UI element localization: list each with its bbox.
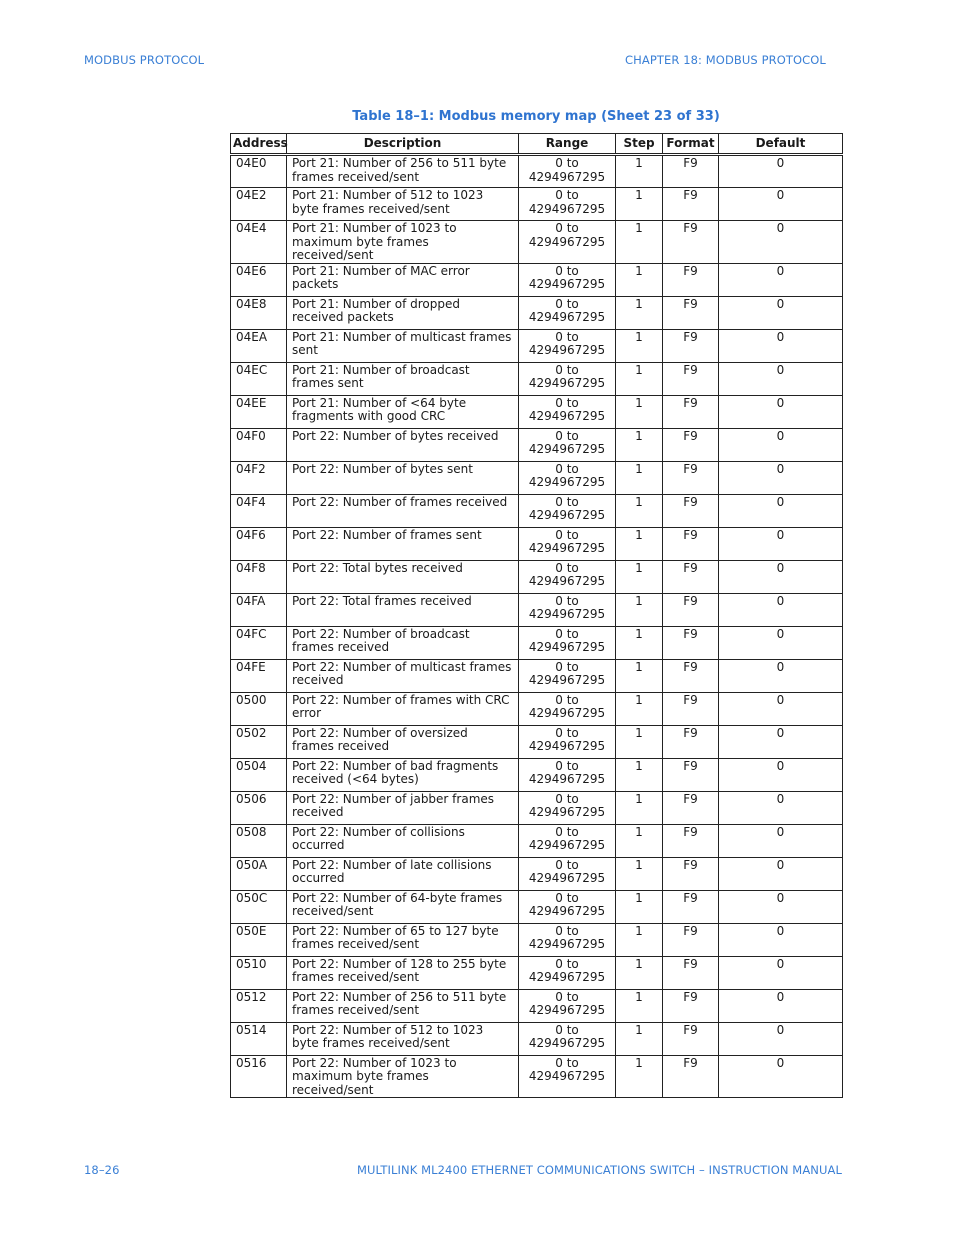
range-cell: 0 to 4294967295 (519, 461, 616, 494)
address-cell: 04EA (231, 329, 287, 362)
format-cell: F9 (663, 659, 719, 692)
range-cell: 0 to 4294967295 (519, 956, 616, 989)
table-row (231, 395, 843, 428)
format-cell: F9 (663, 461, 719, 494)
address-cell: 0508 (231, 824, 287, 857)
range-cell: 0 to 4294967295 (519, 791, 616, 824)
default-cell: 0 (719, 923, 843, 956)
step-cell: 1 (616, 692, 663, 725)
default-cell: 0 (719, 188, 843, 221)
address-cell: 0512 (231, 989, 287, 1022)
range-cell: 0 to 4294967295 (519, 857, 616, 890)
range-cell: 0 to 4294967295 (519, 593, 616, 626)
address-cell: 0516 (231, 1055, 287, 1098)
range-cell: 0 to 4294967295 (519, 560, 616, 593)
table-row (231, 824, 843, 857)
default-cell: 0 (719, 758, 843, 791)
description-cell: Port 21: Number of <64 byte fragments with good CRC (287, 395, 519, 428)
default-cell: 0 (719, 989, 843, 1022)
range-cell: 0 to 4294967295 (519, 1022, 616, 1055)
description-cell: Port 22: Number of 512 to 1023 byte frames received/sent (287, 1022, 519, 1055)
address-cell: 04FA (231, 593, 287, 626)
format-cell: F9 (663, 221, 719, 264)
description-cell: Port 22: Number of collisions occurred (287, 824, 519, 857)
table-row (231, 923, 843, 956)
default-cell: 0 (719, 890, 843, 923)
column-header-range: Range (519, 134, 616, 155)
table-row (231, 560, 843, 593)
format-cell: F9 (663, 155, 719, 188)
step-cell: 1 (616, 155, 663, 188)
description-cell: Port 22: Number of jabber frames received (287, 791, 519, 824)
format-cell: F9 (663, 263, 719, 296)
address-cell: 0500 (231, 692, 287, 725)
description-cell: Port 22: Number of 1023 to maximum byte frames received/sent (287, 1055, 519, 1098)
step-cell: 1 (616, 956, 663, 989)
table-row (231, 956, 843, 989)
description-cell: Port 22: Number of 65 to 127 byte frames received/sent (287, 923, 519, 956)
address-cell: 04EE (231, 395, 287, 428)
default-cell: 0 (719, 263, 843, 296)
format-cell: F9 (663, 296, 719, 329)
description-cell: Port 21: Number of broadcast frames sent (287, 362, 519, 395)
column-header-description: Description (287, 134, 519, 155)
table-row (231, 659, 843, 692)
table-row (231, 362, 843, 395)
description-cell: Port 22: Number of 128 to 255 byte frames received/sent (287, 956, 519, 989)
step-cell: 1 (616, 1022, 663, 1055)
table-row (231, 593, 843, 626)
step-cell: 1 (616, 1055, 663, 1098)
address-cell: 0510 (231, 956, 287, 989)
range-cell: 0 to 4294967295 (519, 923, 616, 956)
format-cell: F9 (663, 791, 719, 824)
step-cell: 1 (616, 659, 663, 692)
default-cell: 0 (719, 461, 843, 494)
address-cell: 0502 (231, 725, 287, 758)
address-cell: 04F4 (231, 494, 287, 527)
default-cell: 0 (719, 155, 843, 188)
default-cell: 0 (719, 593, 843, 626)
default-cell: 0 (719, 527, 843, 560)
range-cell: 0 to 4294967295 (519, 188, 616, 221)
default-cell: 0 (719, 725, 843, 758)
description-cell: Port 22: Number of bytes sent (287, 461, 519, 494)
step-cell: 1 (616, 362, 663, 395)
format-cell: F9 (663, 188, 719, 221)
format-cell: F9 (663, 1022, 719, 1055)
default-cell: 0 (719, 395, 843, 428)
description-cell: Port 22: Number of 256 to 511 byte frames received/sent (287, 989, 519, 1022)
column-header-step: Step (616, 134, 663, 155)
modbus-memory-map-table (230, 133, 843, 1098)
step-cell: 1 (616, 560, 663, 593)
table-row (231, 329, 843, 362)
table-body (231, 155, 843, 1098)
address-cell: 0504 (231, 758, 287, 791)
address-cell: 04FE (231, 659, 287, 692)
step-cell: 1 (616, 461, 663, 494)
step-cell: 1 (616, 989, 663, 1022)
default-cell: 0 (719, 329, 843, 362)
range-cell: 0 to 4294967295 (519, 329, 616, 362)
range-cell: 0 to 4294967295 (519, 296, 616, 329)
running-header-right: CHAPTER 18: MODBUS PROTOCOL (625, 53, 826, 67)
format-cell: F9 (663, 626, 719, 659)
address-cell: 04E4 (231, 221, 287, 264)
address-cell: 04F0 (231, 428, 287, 461)
table-row (231, 461, 843, 494)
step-cell: 1 (616, 824, 663, 857)
range-cell: 0 to 4294967295 (519, 428, 616, 461)
description-cell: Port 22: Number of multicast frames received (287, 659, 519, 692)
default-cell: 0 (719, 221, 843, 264)
address-cell: 050E (231, 923, 287, 956)
step-cell: 1 (616, 923, 663, 956)
description-cell: Port 22: Total bytes received (287, 560, 519, 593)
step-cell: 1 (616, 593, 663, 626)
description-cell: Port 21: Number of MAC error packets (287, 263, 519, 296)
default-cell: 0 (719, 857, 843, 890)
table-row (231, 1022, 843, 1055)
address-cell: 04E2 (231, 188, 287, 221)
description-cell: Port 21: Number of multicast frames sent (287, 329, 519, 362)
table-row (231, 527, 843, 560)
address-cell: 050C (231, 890, 287, 923)
description-cell: Port 22: Number of 64-byte frames received/sent (287, 890, 519, 923)
description-cell: Port 22: Number of frames sent (287, 527, 519, 560)
table-row (231, 1055, 843, 1098)
default-cell: 0 (719, 1022, 843, 1055)
range-cell: 0 to 4294967295 (519, 263, 616, 296)
default-cell: 0 (719, 1055, 843, 1098)
address-cell: 04F6 (231, 527, 287, 560)
format-cell: F9 (663, 956, 719, 989)
page-number: 18–26 (84, 1163, 120, 1177)
default-cell: 0 (719, 494, 843, 527)
format-cell: F9 (663, 890, 719, 923)
format-cell: F9 (663, 527, 719, 560)
format-cell: F9 (663, 989, 719, 1022)
default-cell: 0 (719, 560, 843, 593)
step-cell: 1 (616, 725, 663, 758)
running-header-left: MODBUS PROTOCOL (84, 53, 205, 67)
step-cell: 1 (616, 890, 663, 923)
table-caption: Table 18–1: Modbus memory map (Sheet 23 of 33) (352, 109, 720, 124)
running-footer-title: MULTILINK ML2400 ETHERNET COMMUNICATIONS SWITCH – INSTRUCTION MANUAL (356, 1163, 842, 1177)
table-row (231, 155, 843, 188)
table-row (231, 188, 843, 221)
address-cell: 04E8 (231, 296, 287, 329)
column-header-format: Format (663, 134, 719, 155)
table-row (231, 692, 843, 725)
step-cell: 1 (616, 296, 663, 329)
range-cell: 0 to 4294967295 (519, 692, 616, 725)
format-cell: F9 (663, 758, 719, 791)
step-cell: 1 (616, 494, 663, 527)
range-cell: 0 to 4294967295 (519, 362, 616, 395)
format-cell: F9 (663, 923, 719, 956)
table-row (231, 221, 843, 264)
range-cell: 0 to 4294967295 (519, 758, 616, 791)
format-cell: F9 (663, 362, 719, 395)
address-cell: 050A (231, 857, 287, 890)
format-cell: F9 (663, 395, 719, 428)
range-cell: 0 to 4294967295 (519, 725, 616, 758)
step-cell: 1 (616, 395, 663, 428)
default-cell: 0 (719, 659, 843, 692)
step-cell: 1 (616, 428, 663, 461)
range-cell: 0 to 4294967295 (519, 527, 616, 560)
range-cell: 0 to 4294967295 (519, 659, 616, 692)
range-cell: 0 to 4294967295 (519, 824, 616, 857)
step-cell: 1 (616, 188, 663, 221)
address-cell: 04F8 (231, 560, 287, 593)
description-cell: Port 21: Number of dropped received packets (287, 296, 519, 329)
range-cell: 0 to 4294967295 (519, 989, 616, 1022)
format-cell: F9 (663, 692, 719, 725)
range-cell: 0 to 4294967295 (519, 1055, 616, 1098)
range-cell: 0 to 4294967295 (519, 155, 616, 188)
address-cell: 0514 (231, 1022, 287, 1055)
column-header-default: Default (719, 134, 843, 155)
format-cell: F9 (663, 857, 719, 890)
range-cell: 0 to 4294967295 (519, 395, 616, 428)
range-cell: 0 to 4294967295 (519, 221, 616, 264)
address-cell: 04FC (231, 626, 287, 659)
description-cell: Port 22: Number of late collisions occurred (287, 857, 519, 890)
default-cell: 0 (719, 824, 843, 857)
format-cell: F9 (663, 593, 719, 626)
description-cell: Port 21: Number of 256 to 511 byte frames received/sent (287, 155, 519, 188)
table-row (231, 758, 843, 791)
step-cell: 1 (616, 758, 663, 791)
step-cell: 1 (616, 791, 663, 824)
range-cell: 0 to 4294967295 (519, 890, 616, 923)
format-cell: F9 (663, 560, 719, 593)
default-cell: 0 (719, 626, 843, 659)
default-cell: 0 (719, 956, 843, 989)
format-cell: F9 (663, 329, 719, 362)
range-cell: 0 to 4294967295 (519, 494, 616, 527)
step-cell: 1 (616, 857, 663, 890)
format-cell: F9 (663, 824, 719, 857)
description-cell: Port 22: Total frames received (287, 593, 519, 626)
table-row (231, 890, 843, 923)
default-cell: 0 (719, 791, 843, 824)
description-cell: Port 22: Number of frames received (287, 494, 519, 527)
table-row (231, 428, 843, 461)
description-cell: Port 22: Number of frames with CRC error (287, 692, 519, 725)
table-row (231, 626, 843, 659)
default-cell: 0 (719, 362, 843, 395)
format-cell: F9 (663, 494, 719, 527)
table-header-row (231, 134, 843, 155)
description-cell: Port 22: Number of bad fragments received (<64 bytes) (287, 758, 519, 791)
step-cell: 1 (616, 263, 663, 296)
description-cell: Port 21: Number of 1023 to maximum byte frames received/sent (287, 221, 519, 264)
address-cell: 04E6 (231, 263, 287, 296)
format-cell: F9 (663, 428, 719, 461)
address-cell: 0506 (231, 791, 287, 824)
table-row (231, 857, 843, 890)
format-cell: F9 (663, 725, 719, 758)
address-cell: 04F2 (231, 461, 287, 494)
description-cell: Port 22: Number of bytes received (287, 428, 519, 461)
range-cell: 0 to 4294967295 (519, 626, 616, 659)
default-cell: 0 (719, 296, 843, 329)
format-cell: F9 (663, 1055, 719, 1098)
column-header-address: Address (231, 134, 287, 155)
description-cell: Port 21: Number of 512 to 1023 byte frames received/sent (287, 188, 519, 221)
step-cell: 1 (616, 626, 663, 659)
step-cell: 1 (616, 221, 663, 264)
step-cell: 1 (616, 527, 663, 560)
table-row (231, 263, 843, 296)
default-cell: 0 (719, 692, 843, 725)
description-cell: Port 22: Number of oversized frames received (287, 725, 519, 758)
step-cell: 1 (616, 329, 663, 362)
address-cell: 04EC (231, 362, 287, 395)
address-cell: 04E0 (231, 155, 287, 188)
description-cell: Port 22: Number of broadcast frames received (287, 626, 519, 659)
default-cell: 0 (719, 428, 843, 461)
table-row (231, 989, 843, 1022)
table-row (231, 725, 843, 758)
table-row (231, 494, 843, 527)
table-row (231, 791, 843, 824)
table-row (231, 296, 843, 329)
